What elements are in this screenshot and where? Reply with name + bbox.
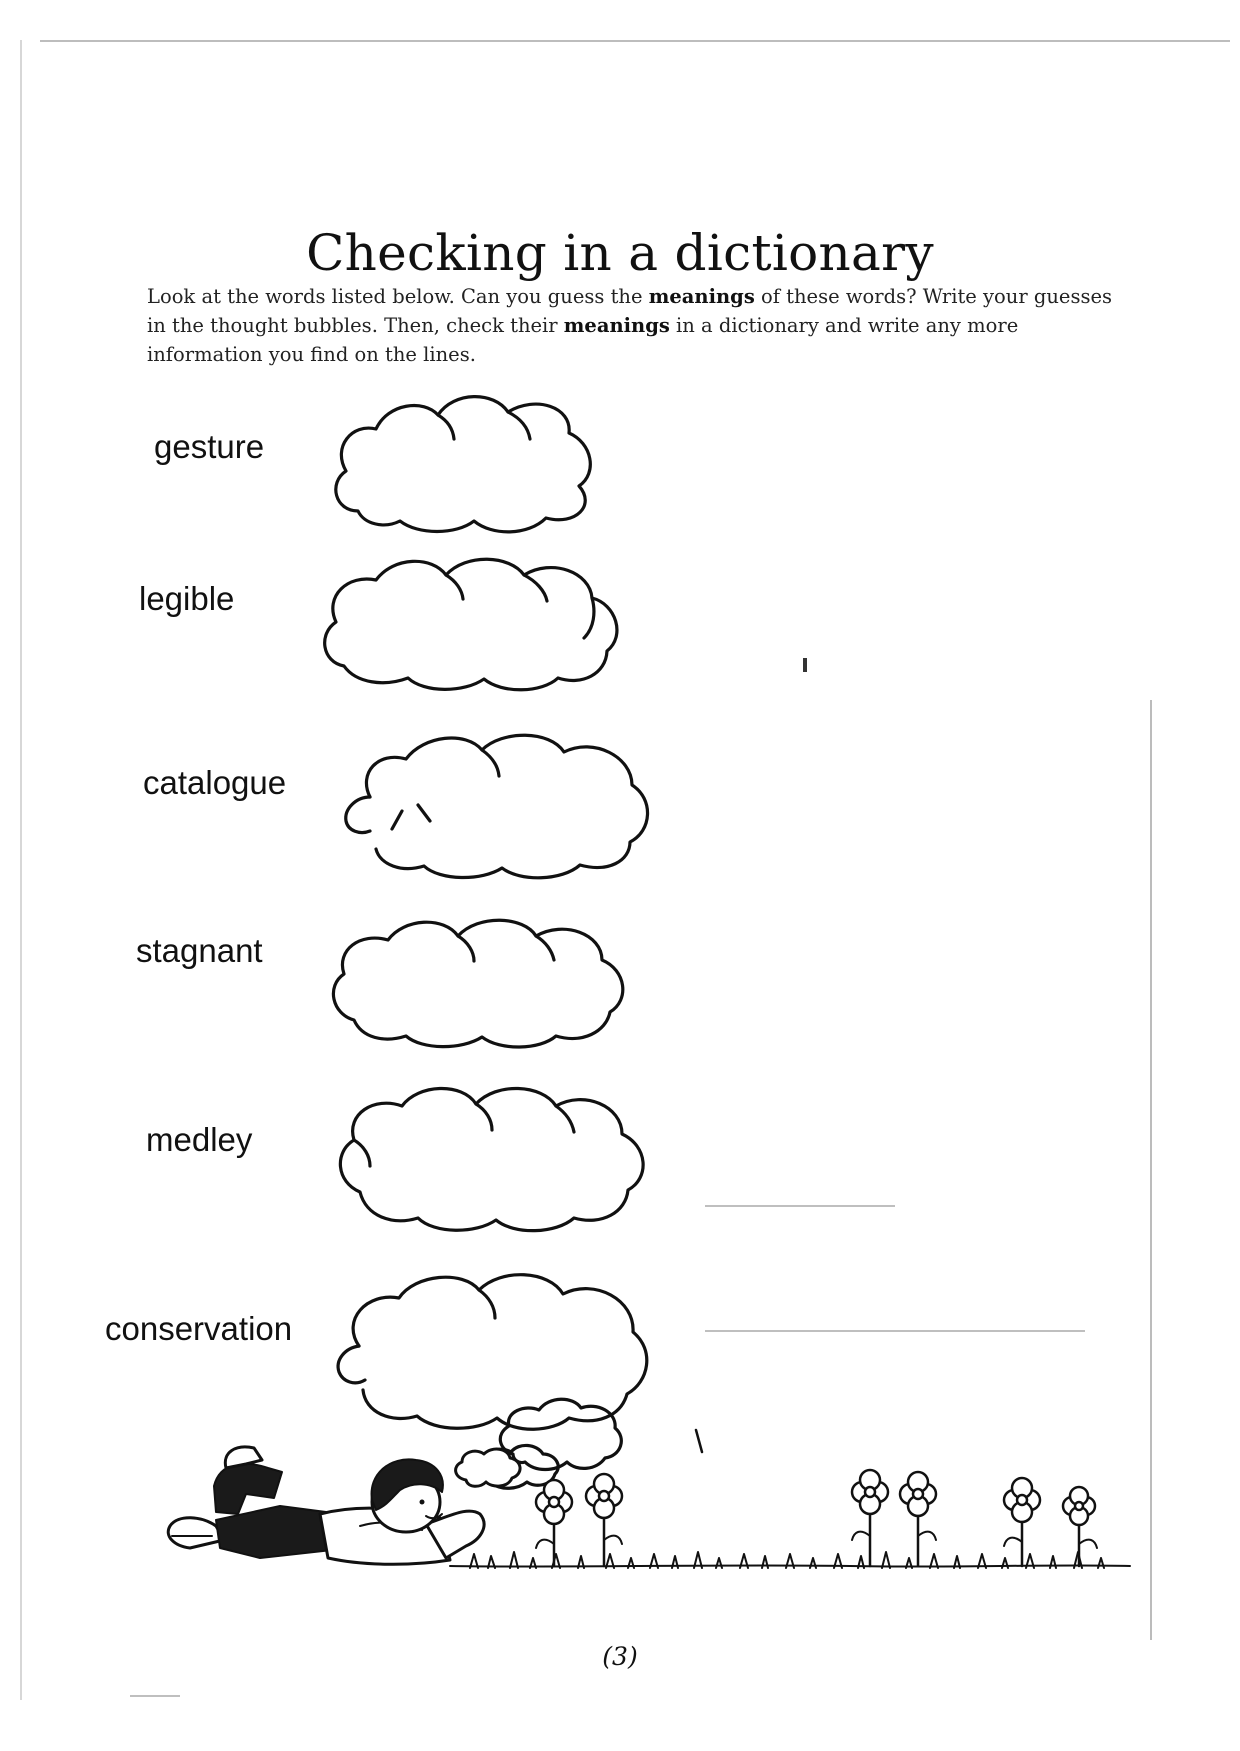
scan-mark bbox=[130, 1695, 180, 1697]
instructions-text-part: in a dictionary and write any more information you find on the lines. bbox=[147, 314, 1019, 366]
instructions-bold-word: meanings bbox=[648, 285, 755, 308]
boy-lying-in-grass-illustration bbox=[150, 1390, 1150, 1600]
thought-bubble[interactable] bbox=[330, 385, 610, 535]
scan-mark bbox=[803, 658, 807, 672]
page-right-edge bbox=[1150, 700, 1152, 1640]
vocabulary-word: conservation bbox=[105, 1310, 293, 1347]
instructions-text-part: of these words? Write your guesses in the thought bubbles. Then, check their bbox=[147, 285, 1113, 337]
page-title: Checking in a dictionary bbox=[306, 223, 934, 282]
thought-bubble[interactable] bbox=[332, 725, 657, 883]
vocabulary-word: gesture bbox=[154, 428, 265, 465]
instructions-text bbox=[147, 282, 1127, 369]
scan-mark bbox=[705, 1205, 895, 1207]
vocabulary-word: stagnant bbox=[136, 932, 263, 969]
scan-mark bbox=[705, 1330, 1085, 1332]
instructions-bold-word: meanings bbox=[563, 314, 670, 337]
thought-bubble[interactable] bbox=[330, 910, 648, 1050]
thought-bubble[interactable] bbox=[330, 1080, 655, 1240]
instructions-text-part: Look at the words listed below. Can you guess the bbox=[147, 285, 649, 308]
page-number: (3) bbox=[602, 1642, 638, 1671]
vocabulary-word: catalogue bbox=[143, 764, 287, 801]
vocabulary-word: legible bbox=[139, 580, 235, 617]
page-left-edge bbox=[20, 40, 22, 1700]
vocabulary-word: medley bbox=[146, 1121, 253, 1158]
thought-bubble[interactable] bbox=[320, 550, 642, 695]
page-top-edge bbox=[40, 40, 1230, 42]
